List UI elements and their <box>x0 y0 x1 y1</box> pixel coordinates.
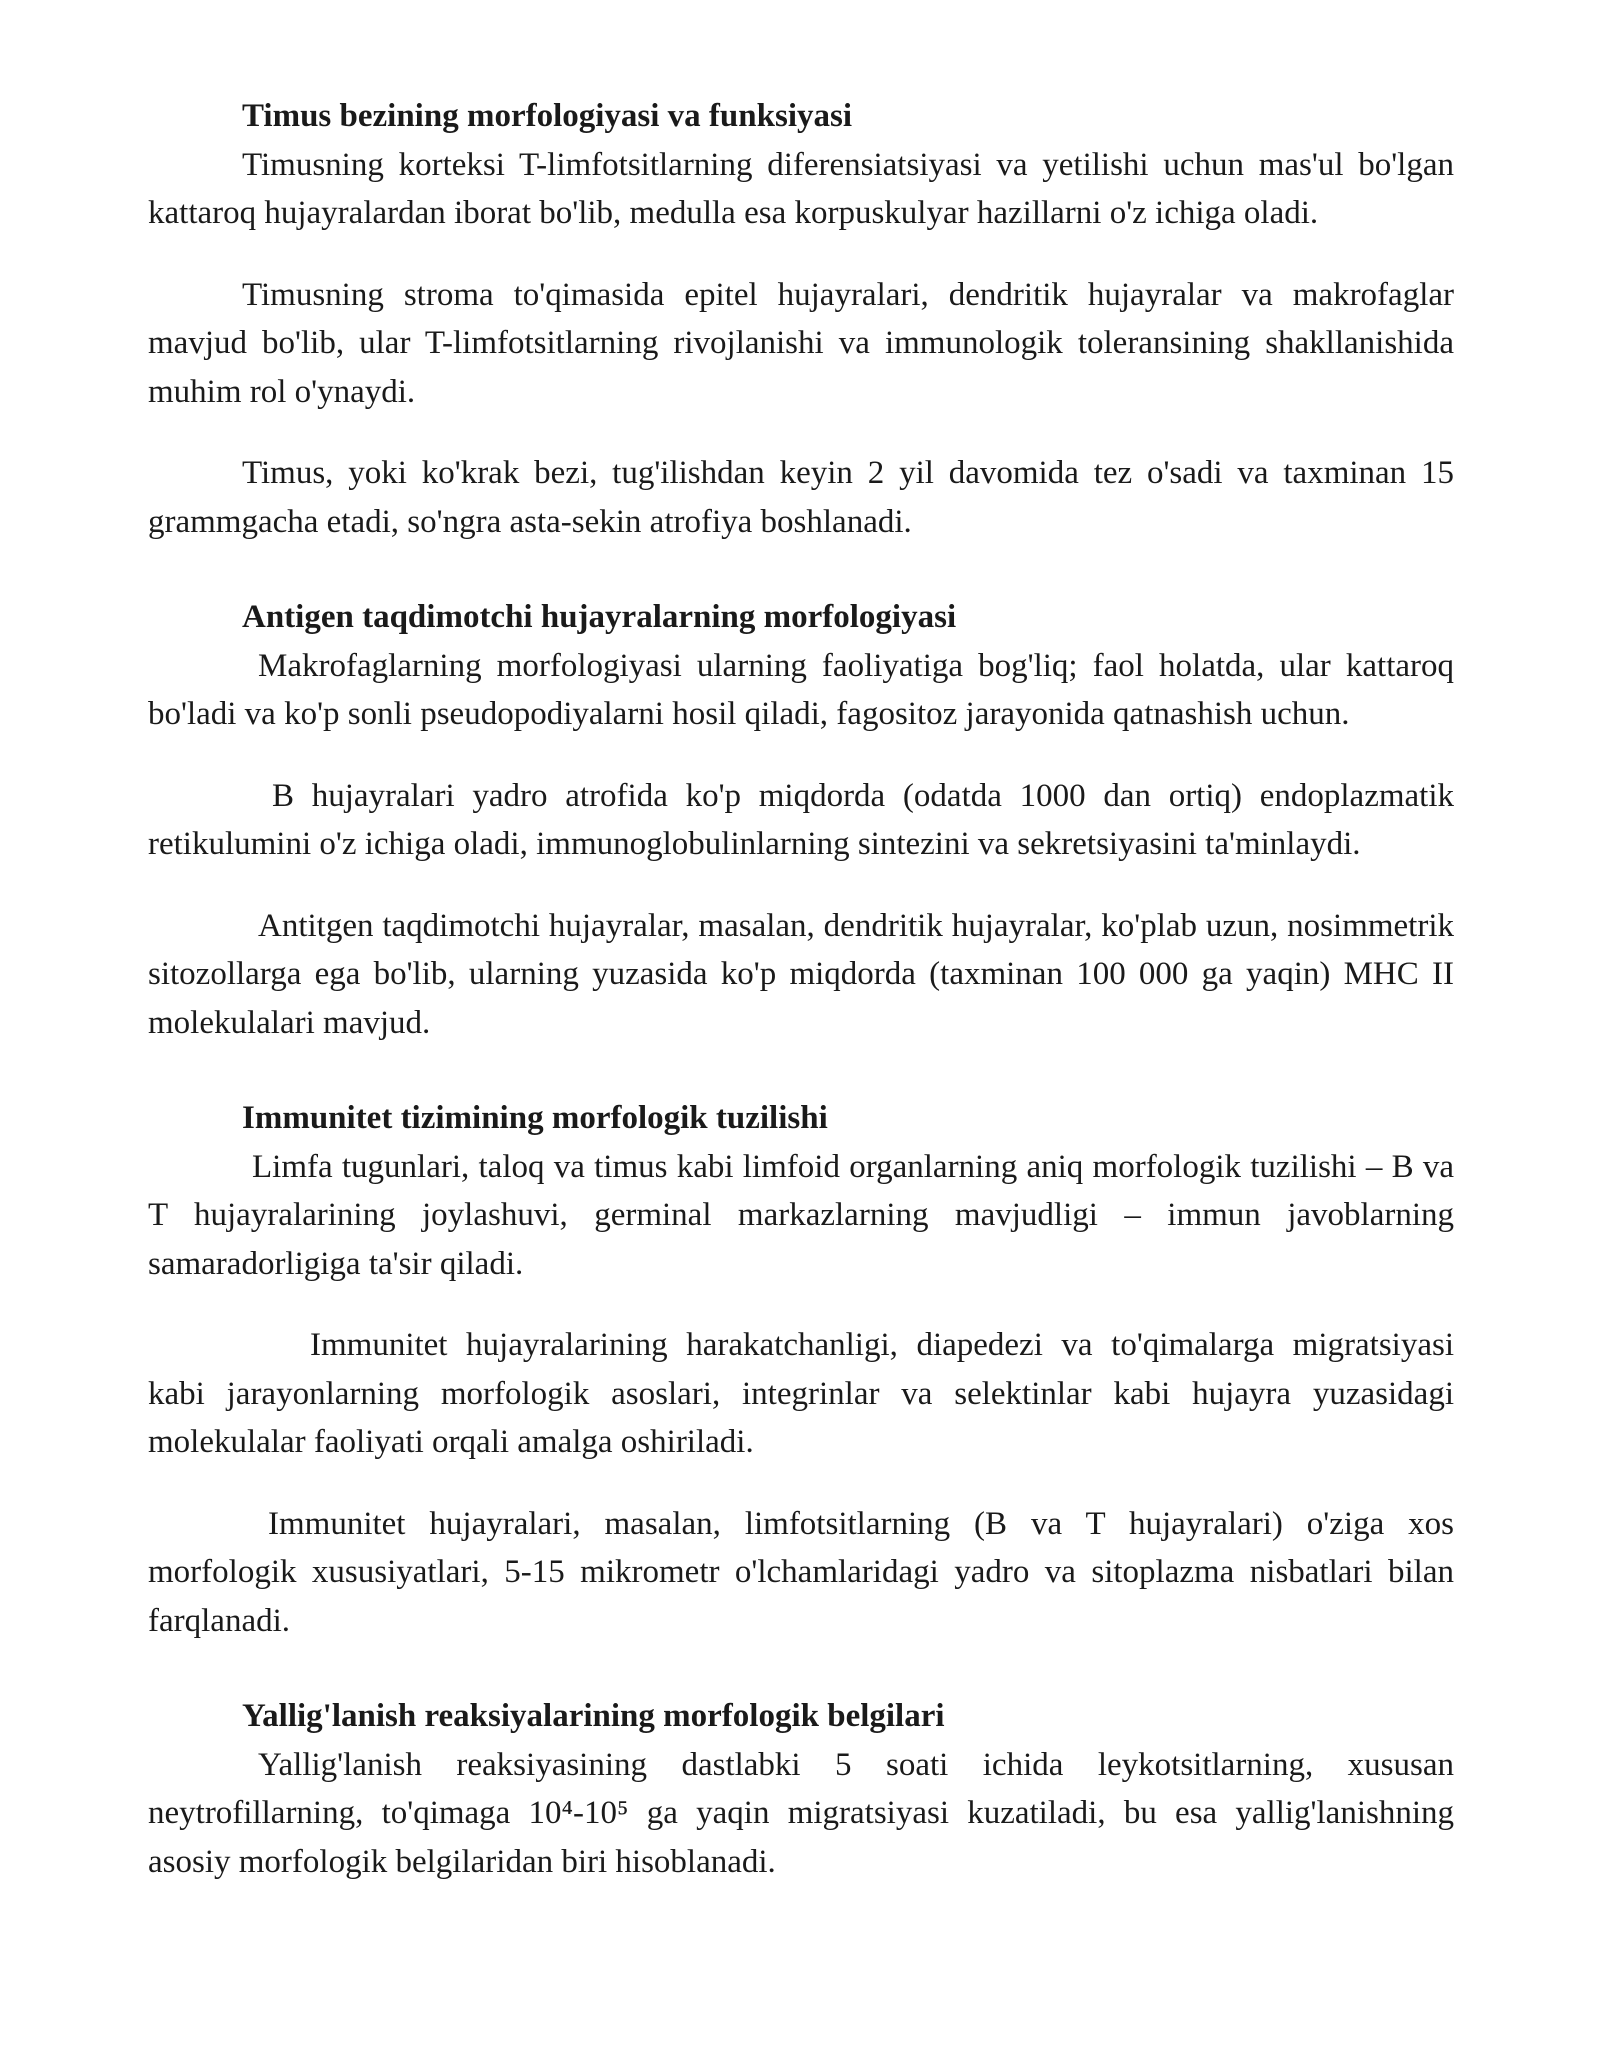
paragraph: Immunitet hujayralarining harakatchanligi, diapedezi va to'qimalarga migratsiyasi kabi jarayonlarning morfologik asoslari, integrinlar va selektinlar kabi hujayra yuzasidagi molekulalar faoliyati orqali amalga oshiriladi. <box>148 1327 1454 1460</box>
paragraph: Yallig'lanish reaksiyasining dastlabki 5 soati ichida leykotsitlarning, xususan neytrofillarning, to'qimaga 10⁴-10⁵ ga yaqin migratsiyasi kuzatiladi, bu esa yallig'lanishning asosiy morfologik belgilaridan biri hisoblanadi. <box>148 1746 1454 1880</box>
document-page <box>148 92 1454 1933</box>
section-immunitet <box>148 1094 1454 1645</box>
paragraph: Immunitet hujayralari, masalan, limfotsitlarning (B va T hujayralari) o'ziga xos morfologik xususiyatlari, 5-15 mikrometr o'lchamlaridagi yadro va sitoplazma nisbatlari bilan farqlanadi. <box>148 1505 1454 1639</box>
paragraph: Makrofaglarning morfologiyasi ularning faoliyatiga bog'liq; faol holatda, ular kattaroq bo'ladi va ko'p sonli pseudopodiyalarni hosil qiladi, fagositoz jarayonida qatnashish uchun. <box>148 647 1454 732</box>
section-heading: Timus bezining morfologiyasi va funksiyasi <box>242 98 853 134</box>
paragraph: B hujayralari yadro atrofida ko'p miqdorda (odatda 1000 dan ortiq) endoplazmatik retikulumini o'z ichiga oladi, immunoglobulinlarning sintezini va sekretsiyasini ta'minlaydi. <box>148 777 1454 862</box>
paragraph: Limfa tugunlari, taloq va timus kabi limfoid organlarning aniq morfologik tuzilishi – B va T hujayralarining joylashuvi, germinal markazlarning mavjudligi – immun javoblarning samaradorligiga ta'sir qiladi. <box>148 1148 1454 1282</box>
section-antigen <box>148 593 1454 1047</box>
paragraph: Timusning stroma to'qimasida epitel hujayralari, dendritik hujayralar va makrofaglar mavjud bo'lib, ular T-limfotsitlarning rivojlanishi va immunologik toleransining shakllanishida muhim rol o'ynaydi. <box>148 276 1454 410</box>
section-timus <box>148 92 1454 546</box>
paragraph: Timusning korteksi T-limfotsitlarning diferensiatsiyasi va yetilishi uchun mas'ul bo'lgan kattaroq hujayralardan iborat bo'lib, medulla esa korpuskulyar hazillarni o'z ichiga oladi. <box>148 146 1454 231</box>
section-heading: Antigen taqdimotchi hujayralarning morfologiyasi <box>242 599 957 635</box>
section-heading: Yallig'lanish reaksiyalarining morfologik belgilari <box>242 1698 945 1734</box>
paragraph: Timus, yoki ko'krak bezi, tug'ilishdan keyin 2 yil davomida tez o'sadi va taxminan 15 grammgacha etadi, so'ngra asta-sekin atrofiya boshlanadi. <box>148 455 1454 540</box>
paragraph: Antitgen taqdimotchi hujayralar, masalan, dendritik hujayralar, ko'plab uzun, nosimmetrik sitozollarga ega bo'lib, ularning yuzasida ko'p miqdorda (taxminan 100 000 ga yaqin) MHC II molekulalari mavjud. <box>148 907 1454 1041</box>
section-heading: Immunitet tizimining morfologik tuzilishi <box>242 1100 828 1136</box>
section-yalliglanish <box>148 1692 1454 1886</box>
